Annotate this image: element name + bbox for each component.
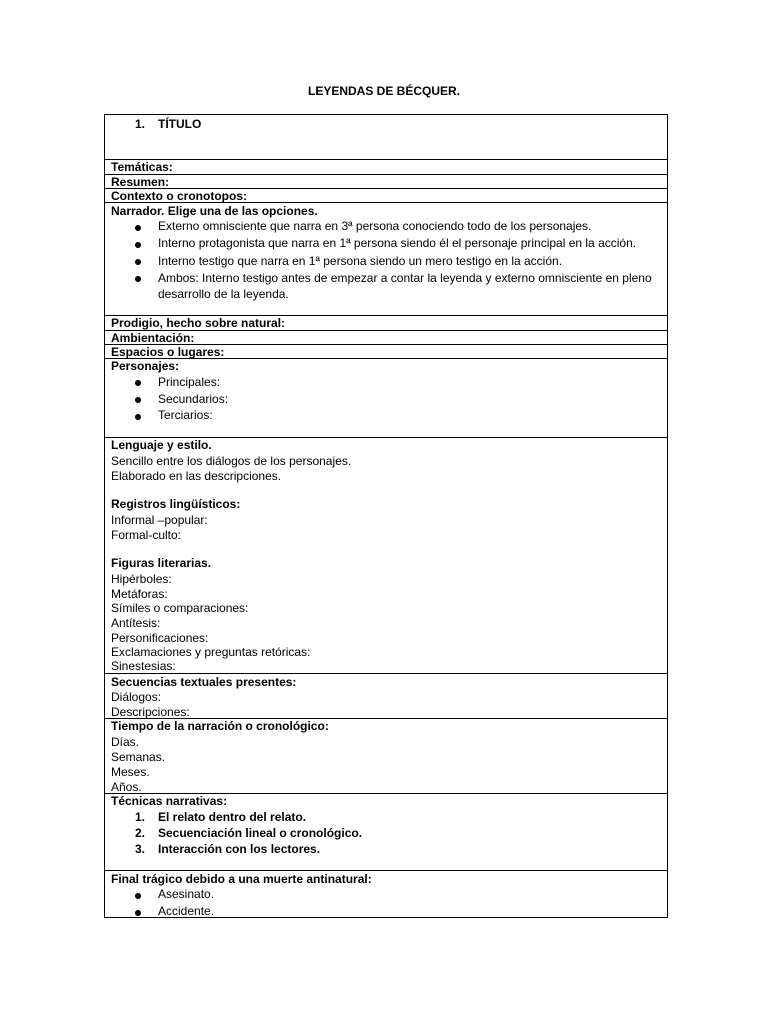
tecnicas-item: El relato dentro del relato. xyxy=(158,810,307,824)
figuras-item: Hipérboles: xyxy=(111,572,172,586)
row-prodigio xyxy=(105,316,667,331)
figuras-item: Personificaciones: xyxy=(111,631,209,645)
row-tematicas xyxy=(105,160,667,175)
tiempo-item: Semanas. xyxy=(111,750,166,764)
secuencias-item: Diálogos: xyxy=(111,690,162,704)
bullet xyxy=(135,242,141,248)
personajes-item: Terciarios: xyxy=(158,408,213,422)
narrador-option: Interno testigo que narra en 1ª persona siendo un mero testigo en la acción. xyxy=(158,254,563,268)
titulo-number: 1. xyxy=(135,117,146,131)
registros-item: Formal-culto: xyxy=(111,528,182,542)
bullet xyxy=(135,414,141,420)
row-tiempo xyxy=(105,719,667,794)
ambientacion-label: Ambientación: xyxy=(111,331,195,345)
bullet xyxy=(135,893,141,899)
row-contexto xyxy=(105,189,667,203)
secuencias-heading: Secuencias textuales presentes: xyxy=(111,675,297,689)
tecnicas-number: 3. xyxy=(135,842,146,856)
lenguaje-line: Elaborado en las descripciones. xyxy=(111,469,282,483)
tecnicas-number: 2. xyxy=(135,826,146,840)
figuras-item: Exclamaciones y preguntas retóricas: xyxy=(111,645,311,659)
final-item: Asesinato. xyxy=(158,887,215,901)
worksheet-table xyxy=(104,114,668,918)
tiempo-heading: Tiempo de la narración o cronológico: xyxy=(111,719,329,733)
narrador-heading: Narrador. Elige una de las opciones. xyxy=(111,204,318,218)
bullet xyxy=(135,225,141,231)
personajes-item: Secundarios: xyxy=(158,392,229,406)
narrador-option: Ambos: Interno testigo antes de empezar a contar la leyenda y externo omnisciente en pleno xyxy=(158,271,652,285)
personajes-heading: Personajes: xyxy=(111,359,180,373)
figuras-item: Antítesis: xyxy=(111,616,161,630)
row-tecnicas xyxy=(105,794,667,871)
registros-item: Informal –popular: xyxy=(111,513,208,527)
tecnicas-number: 1. xyxy=(135,810,146,824)
narrador-option-continuation: desarrollo de la leyenda. xyxy=(158,287,289,301)
tecnicas-item: Secuenciación lineal o cronológico. xyxy=(158,826,363,840)
narrador-option: Externo omnisciente que narra en 3ª persona conociendo todo de los personajes. xyxy=(158,219,592,233)
row-ambientacion xyxy=(105,331,667,345)
narrador-option: Interno protagonista que narra en 1ª persona siendo él el personaje principal en la acción. xyxy=(158,236,637,250)
bullet xyxy=(135,380,141,386)
tecnicas-heading: Técnicas narrativas: xyxy=(111,794,228,808)
prodigio-label: Prodigio, hecho sobre natural: xyxy=(111,316,286,330)
lenguaje-line: Sencillo entre los diálogos de los personajes. xyxy=(111,454,352,468)
tiempo-item: Días. xyxy=(111,735,140,749)
final-item: Accidente. xyxy=(158,904,215,918)
tematicas-label: Temáticas: xyxy=(111,160,173,174)
figuras-item: Sinestesias: xyxy=(111,659,176,673)
secuencias-item: Descripciones: xyxy=(111,705,190,719)
resumen-label: Resumen: xyxy=(111,175,170,189)
contexto-label: Contexto o cronotopos: xyxy=(111,189,247,203)
tiempo-item: Meses. xyxy=(111,765,150,779)
row-personajes xyxy=(105,359,667,438)
tecnicas-item: Interacción con los lectores. xyxy=(158,842,321,856)
row-espacios xyxy=(105,345,667,359)
titulo-label: TÍTULO xyxy=(158,117,202,131)
bullet xyxy=(135,910,141,916)
row-secuencias xyxy=(105,674,667,719)
espacios-label: Espacios o lugares: xyxy=(111,345,225,359)
row-narrador xyxy=(105,203,667,316)
registros-heading: Registros lingüísticos: xyxy=(111,497,241,511)
lenguaje-heading: Lenguaje y estilo. xyxy=(111,438,212,452)
final-heading: Final trágico debido a una muerte antinatural: xyxy=(111,872,372,886)
tiempo-item: Años. xyxy=(111,780,142,794)
document-title: LEYENDAS DE BÉCQUER. xyxy=(307,84,461,98)
bullet xyxy=(135,259,141,265)
figuras-heading: Figuras literarias. xyxy=(111,556,212,570)
row-resumen xyxy=(105,175,667,189)
row-lenguaje xyxy=(105,438,667,674)
figuras-item: Metáforas: xyxy=(111,587,168,601)
row-final xyxy=(105,871,667,919)
personajes-item: Principales: xyxy=(158,375,221,389)
bullet xyxy=(135,397,141,403)
row-titulo xyxy=(105,115,667,160)
figuras-item: Símiles o comparaciones: xyxy=(111,601,249,615)
bullet xyxy=(135,276,141,282)
